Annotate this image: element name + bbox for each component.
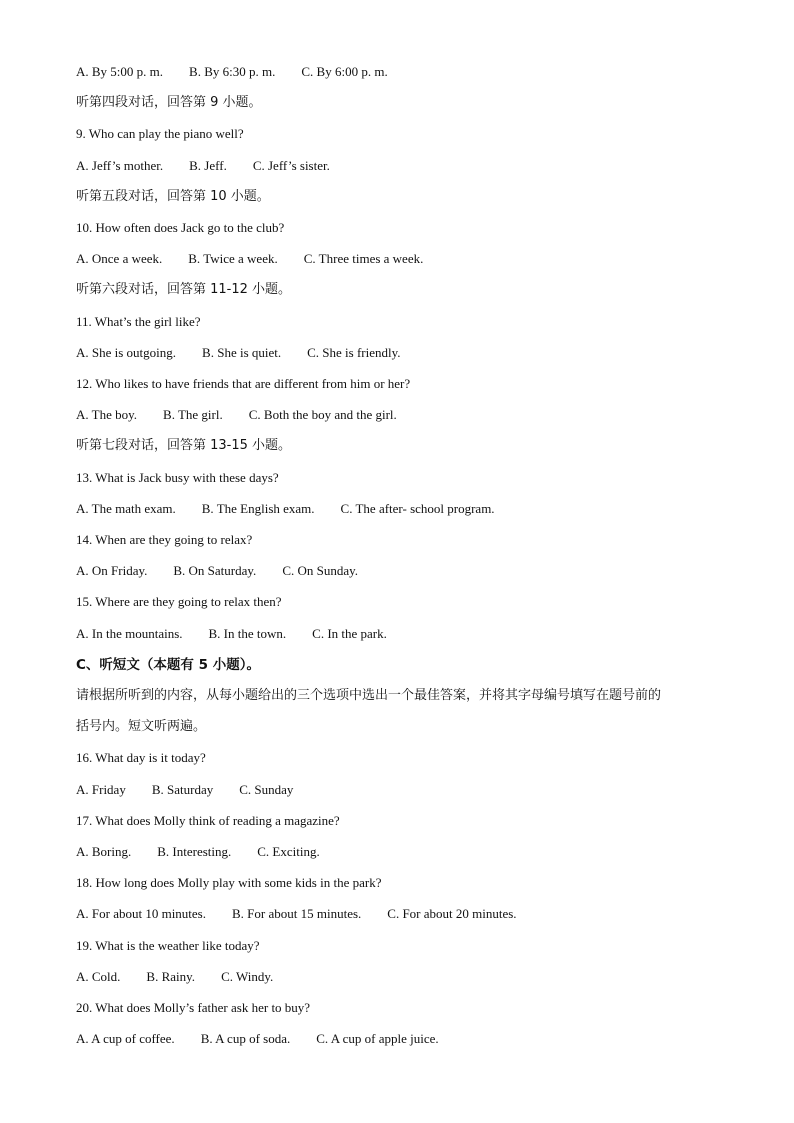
question-text: 15. Where are they going to relax then? <box>76 594 282 610</box>
answer-options <box>76 1031 439 1047</box>
answer-options <box>76 64 388 80</box>
question-text: 18. How long does Molly play with some kids in the park? <box>76 875 382 891</box>
question-text: 14. When are they going to relax? <box>76 532 253 547</box>
instruction-text: 听第七段对话，回答第 13-15 小题。 <box>76 438 292 454</box>
answer-options <box>76 969 273 985</box>
answer-option: C. Jeff’s sister. <box>252 157 330 173</box>
answer-options <box>76 844 320 860</box>
question-text: 11. What’s the girl like? <box>76 313 201 329</box>
answer-options <box>76 782 293 798</box>
answer-options <box>76 626 387 642</box>
answer-option: B. On Saturday. <box>173 563 257 579</box>
answer-option: C. Sunday <box>239 781 294 797</box>
question-text: 12. Who likes to have friends that are different from him or her? <box>76 376 411 391</box>
answer-option: C. Three times a week. <box>303 251 424 267</box>
instruction-text: 听第六段对话，回答第 11-12 小题。 <box>76 282 292 298</box>
answer-options <box>76 251 423 267</box>
answer-option: C. Exciting. <box>257 844 320 859</box>
answer-option: B. In the town. <box>208 625 287 641</box>
answer-option: A. For about 10 minutes. <box>76 906 206 922</box>
answer-option: C. A cup of apple juice. <box>316 1031 439 1047</box>
answer-option: C. In the park. <box>312 625 387 641</box>
answer-option: A. On Friday. <box>76 563 148 579</box>
section-heading: C、听短文（本题有 5 小题）。 <box>76 656 260 673</box>
instruction-text: 听第四段对话，回答第 9 小题。 <box>76 95 262 111</box>
answer-options <box>76 563 358 579</box>
question-text: 10. How often does Jack go to the club? <box>76 220 285 235</box>
answer-options <box>76 906 517 922</box>
answer-option: A. The boy. <box>76 407 138 423</box>
answer-options <box>76 345 401 361</box>
answer-option: C. Windy. <box>221 968 274 984</box>
answer-option: C. By 6:00 p. m. <box>301 64 388 79</box>
answer-option: B. The English exam. <box>201 500 315 516</box>
answer-option: A. The math exam. <box>76 500 176 516</box>
answer-options <box>76 407 397 423</box>
answer-option: C. For about 20 minutes. <box>387 906 517 922</box>
answer-option: B. For about 15 minutes. <box>232 906 362 922</box>
answer-option: B. By 6:30 p. m. <box>189 64 276 79</box>
question-text: 20. What does Molly’s father ask her to buy? <box>76 1000 311 1015</box>
answer-option: B. Saturday <box>151 781 214 797</box>
question-text: 13. What is Jack busy with these days? <box>76 469 279 485</box>
answer-option: B. She is quiet. <box>202 344 282 360</box>
question-text: 16. What day is it today? <box>76 750 206 766</box>
instruction-text: 听第五段对话，回答第 10 小题。 <box>76 188 270 204</box>
answer-options <box>76 501 495 517</box>
answer-option: B. Rainy. <box>146 968 196 984</box>
answer-option: B. Twice a week. <box>188 251 278 267</box>
answer-option: A. Jeff’s mother. <box>76 157 164 173</box>
answer-option: B. Interesting. <box>157 844 232 859</box>
instruction-text: 括号内。短文听两遍。 <box>76 719 207 735</box>
answer-option: C. On Sunday. <box>282 563 359 579</box>
answer-options <box>76 158 330 174</box>
answer-option: C. Both the boy and the girl. <box>248 407 397 423</box>
answer-option: A. Once a week. <box>76 251 163 267</box>
answer-option: C. The after- school program. <box>340 500 495 516</box>
answer-option: A. Friday <box>76 781 126 797</box>
question-text: 9. Who can play the piano well? <box>76 126 244 142</box>
question-text: 19. What is the weather like today? <box>76 937 260 953</box>
answer-option: A. In the mountains. <box>76 625 183 641</box>
answer-option: B. Jeff. <box>189 157 227 173</box>
answer-option: A. She is outgoing. <box>76 344 177 360</box>
answer-option: A. Boring. <box>76 844 132 859</box>
answer-option: A. A cup of coffee. <box>76 1031 175 1047</box>
answer-option: A. Cold. <box>76 968 121 984</box>
instruction-text: 请根据所听到的内容，从每小题给出的三个选项中选出一个最佳答案，并将其字母编号填写在题号前的 <box>76 688 662 703</box>
answer-option: B. The girl. <box>163 407 223 423</box>
question-text: 17. What does Molly think of reading a magazine? <box>76 812 340 828</box>
answer-option: B. A cup of soda. <box>200 1031 291 1047</box>
answer-option: A. By 5:00 p. m. <box>76 64 164 79</box>
answer-option: C. She is friendly. <box>307 344 401 360</box>
